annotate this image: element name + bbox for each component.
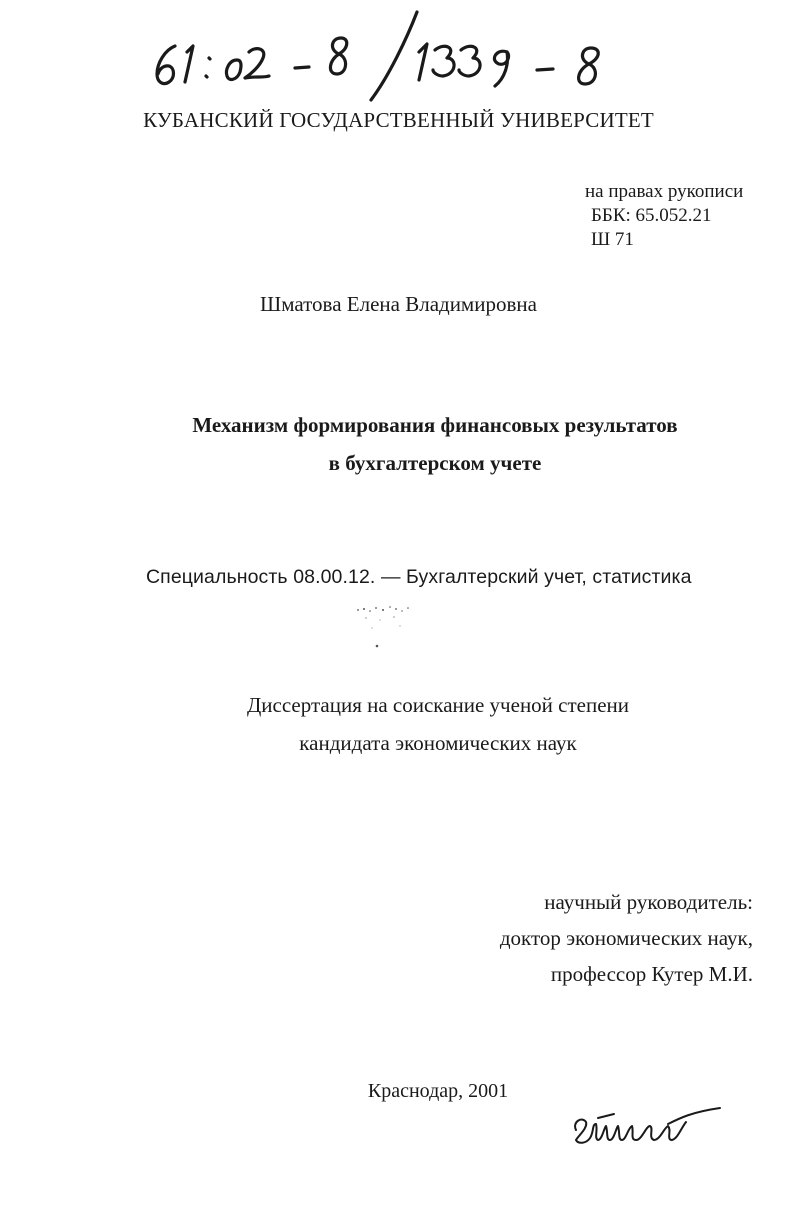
degree-line-2: кандидата экономических наук bbox=[299, 731, 577, 755]
advisor-degree: доктор экономических наук, bbox=[499, 926, 753, 950]
university-name: КУБАНСКИЙ ГОСУДАРСТВЕННЫЙ УНИВЕРСИТЕТ bbox=[143, 108, 654, 132]
city-year: Краснодар, 2001 bbox=[367, 1080, 509, 1102]
dissertation-title bbox=[0, 406, 797, 482]
advisor-name: профессор Кутер М.И. bbox=[550, 962, 753, 986]
advisor-role: научный руководитель: bbox=[544, 890, 753, 914]
rights-notice: на правах рукописи bbox=[585, 181, 744, 202]
specialty-line: Специальность 08.00.12. — Бухгалтерский учет, статистика bbox=[146, 566, 692, 588]
handwritten-signature bbox=[568, 1100, 728, 1150]
author-name: Шматова Елена Владимировна bbox=[260, 292, 537, 316]
advisor-block bbox=[500, 884, 753, 992]
bbk-code: ББК: 65.052.21 bbox=[591, 205, 712, 226]
author-mark: Ш 71 bbox=[591, 229, 634, 250]
degree-line-1: Диссертация на соискание ученой степени bbox=[246, 693, 630, 717]
handwritten-catalog-number bbox=[145, 8, 615, 103]
degree-statement bbox=[0, 686, 797, 762]
title-line-2: в бухгалтерском учете bbox=[328, 451, 542, 475]
title-line-1: Механизм формирования финансовых результатов bbox=[192, 413, 678, 437]
scan-artifact bbox=[350, 598, 430, 658]
rights-block bbox=[585, 180, 743, 252]
